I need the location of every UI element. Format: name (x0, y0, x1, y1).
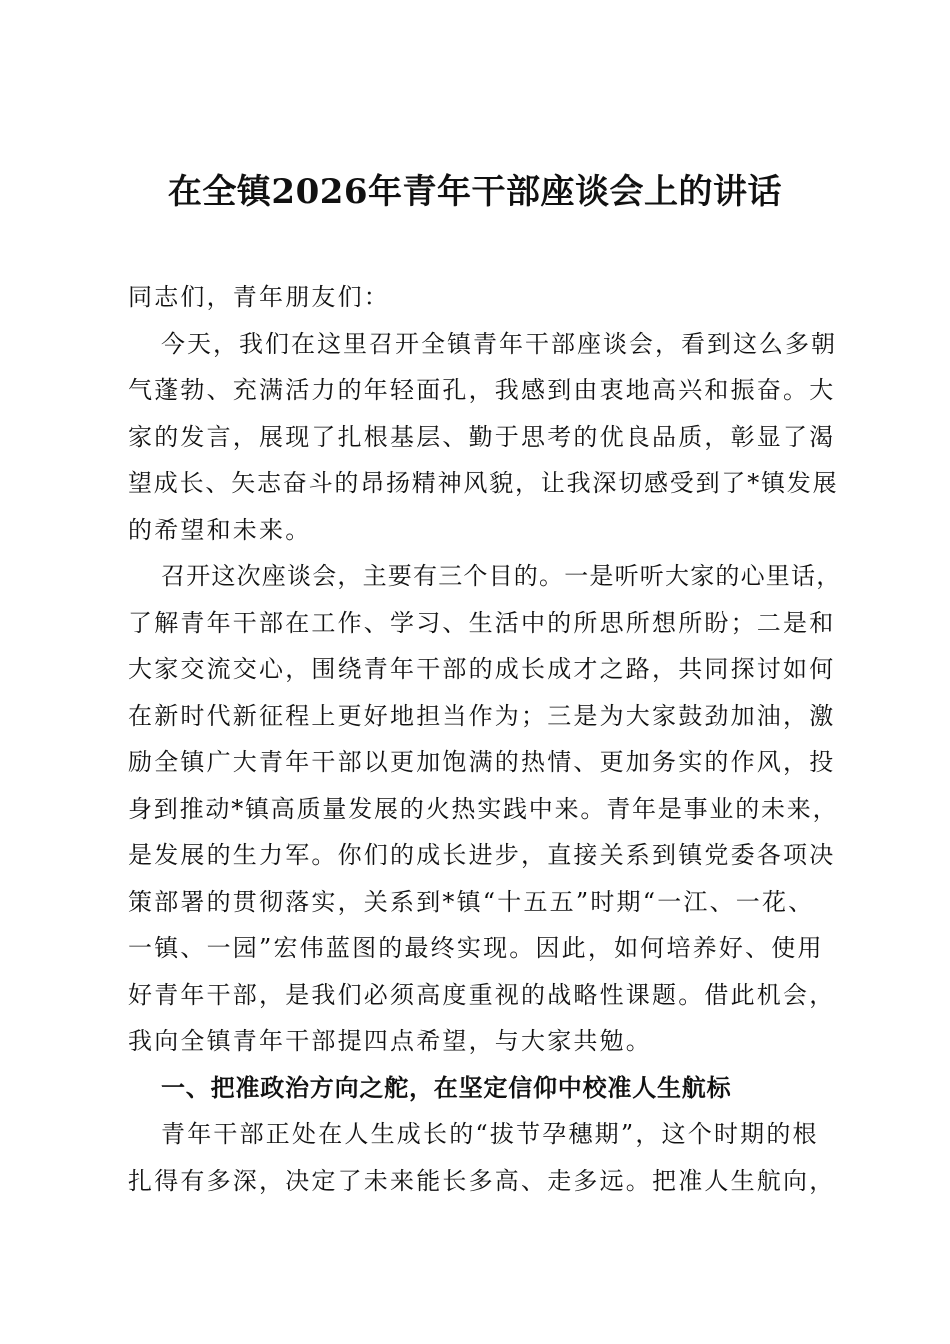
paragraph-line: 我向全镇青年干部提四点希望，与大家共勉。 (128, 1027, 652, 1055)
paragraph-line: 望成长、矢志奋斗的昂扬精神风貌，让我深切感受到了*镇发展 (128, 469, 839, 497)
paragraph-line: 家的发言，展现了扎根基层、勤于思考的优良品质，彰显了渴 (128, 422, 836, 451)
section-heading: 一、把准政治方向之舵，在坚定信仰中校准人生航标 (161, 1073, 732, 1102)
paragraph-line: 身到推动*镇高质量发展的火热实践中来。青年是事业的未来， (128, 794, 839, 823)
paragraph-line: 励全镇广大青年干部以更加饱满的热情、更加务实的作风，投 (128, 748, 836, 776)
paragraph-line: 策部署的贯彻落实，关系到*镇“十五五”时期“一江、一花、 (128, 887, 815, 916)
paragraph-line: 扎得有多深，决定了未来能长多高、走多远。把准人生航向， (128, 1166, 836, 1195)
paragraph-line: 在新时代新征程上更好地担当作为；三是为大家鼓劲加油，激 (128, 701, 836, 730)
paragraph-line: 的希望和未来。 (128, 515, 312, 544)
document-body (128, 274, 840, 1204)
paragraph-line: 一镇、一园”宏伟蓝图的最终实现。因此，如何培养好、使用 (128, 934, 824, 962)
paragraph-line: 召开这次座谈会，主要有三个目的。一是听听大家的心里话， (161, 562, 842, 590)
document-title: 在全镇2026年青年干部座谈会上的讲话 (167, 172, 783, 212)
paragraph-line: 气蓬勃、充满活力的年轻面孔，我感到由衷地高兴和振奋。大 (128, 376, 836, 404)
paragraph-line: 好青年干部，是我们必须高度重视的战略性课题。借此机会， (128, 980, 836, 1009)
paragraph-line: 了解青年干部在工作、学习、生活中的所思所想所盼；二是和 (128, 608, 836, 637)
paragraph-line: 今天，我们在这里召开全镇青年干部座谈会，看到这么多朝 (161, 329, 837, 358)
paragraph-line: 是发展的生力军。你们的成长进步，直接关系到镇党委各项决 (128, 841, 836, 869)
paragraph-line: 青年干部正处在人生成长的“拔节孕穗期”，这个时期的根 (161, 1120, 819, 1148)
paragraph-line: 大家交流交心，围绕青年干部的成长成才之路，共同探讨如何 (128, 655, 836, 683)
salutation-line: 同志们，青年朋友们： (128, 283, 390, 311)
